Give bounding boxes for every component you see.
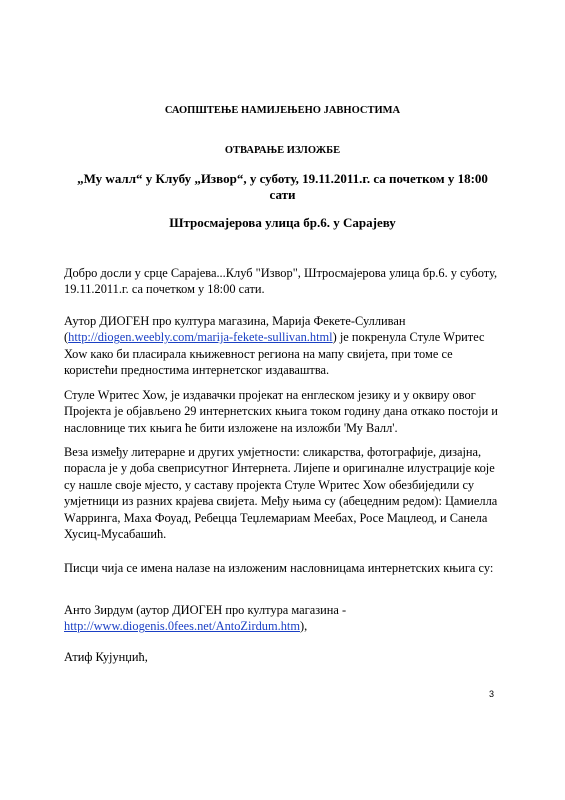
paragraph-author xyxy=(64,313,504,379)
paragraph-writers-intro: Писци чија се имена налазе на изложеним насловницама интернетских књига су: xyxy=(64,561,494,575)
event-title xyxy=(60,171,505,203)
paragraph-welcome: Добро досли у срце Сарајева...Клуб "Извор", Штросмајерова улица бр.6. у суботу, 19.11.2011.г. са почетком у 18:00 сати. xyxy=(64,266,498,297)
writer-anto-text: Анто Зирдум (аутор ДИОГЕН про култура магазина - xyxy=(64,603,347,617)
paragraph-writer-atif: Атиф Кујунџић, xyxy=(64,650,148,664)
diogen-author-link[interactable]: http://diogen.weebly.com/marija-fekete-sullivan.html xyxy=(68,330,333,345)
paragraph-author-text-end: ) је покренула Стуле Wритес Хоw како би пласирала књижевност регионa на мапу свијета, при томе се користећи предностима интернетског издаваштва. xyxy=(64,330,485,378)
event-title-line2: сати xyxy=(269,187,296,202)
page-number: 3 xyxy=(489,689,495,699)
event-heading: ОТВАРАЊЕ ИЗЛОЖБЕ xyxy=(224,145,341,156)
paragraph-artists: Веза између литерарне и других умјетности: сликарства, фотографије, дизајна, порасла је у доба свеприсутног Интернета. Лијепе и оригиналне илустрације које су нашле своје мјесто, у саставу пројекта Стуле Wритес Хоw обезбиједили су умјетници из разних крајева свијета. Међу њима су (абецедним редом): Цамиелла Wарринга, Маха Фоуад, Ребецца Теџлемариам Меебах, Росе Мацлеод, и Санела Хусиц-Мусабашић. xyxy=(64,445,498,542)
paragraph-writer-anto xyxy=(64,602,504,635)
writer-anto-text-end: ), xyxy=(299,619,308,634)
announcement-heading: САОПШТЕЊЕ НАМИЈЕЊЕНО ЈАВНОСТИМА xyxy=(164,105,401,116)
event-title-line1: „Му wалл“ у Клубу „Извор“, у суботу, 19.11.2011.г. са почетком у 18:00 xyxy=(77,171,488,186)
paragraph-author-text-start: Аутор ДИОГЕН про култура магазина, Марија Фекете-Сулливан ( xyxy=(64,314,406,345)
event-address: Штросмајерова улица бр.6. у Сарајеву xyxy=(169,215,396,230)
anto-zirdum-link[interactable]: http://www.diogenis.0fees.net/AntoZirdum.htm xyxy=(64,619,300,634)
paragraph-project: Стуле Wритес Хоw, је издавачки пројекат на енглеском језику и у оквиру овог Пројекта је објављено 29 интернетских књига током годину дана откако постоји и насловнице тих књига ће бити изложене на изложби 'Му Валл'. xyxy=(64,388,498,435)
